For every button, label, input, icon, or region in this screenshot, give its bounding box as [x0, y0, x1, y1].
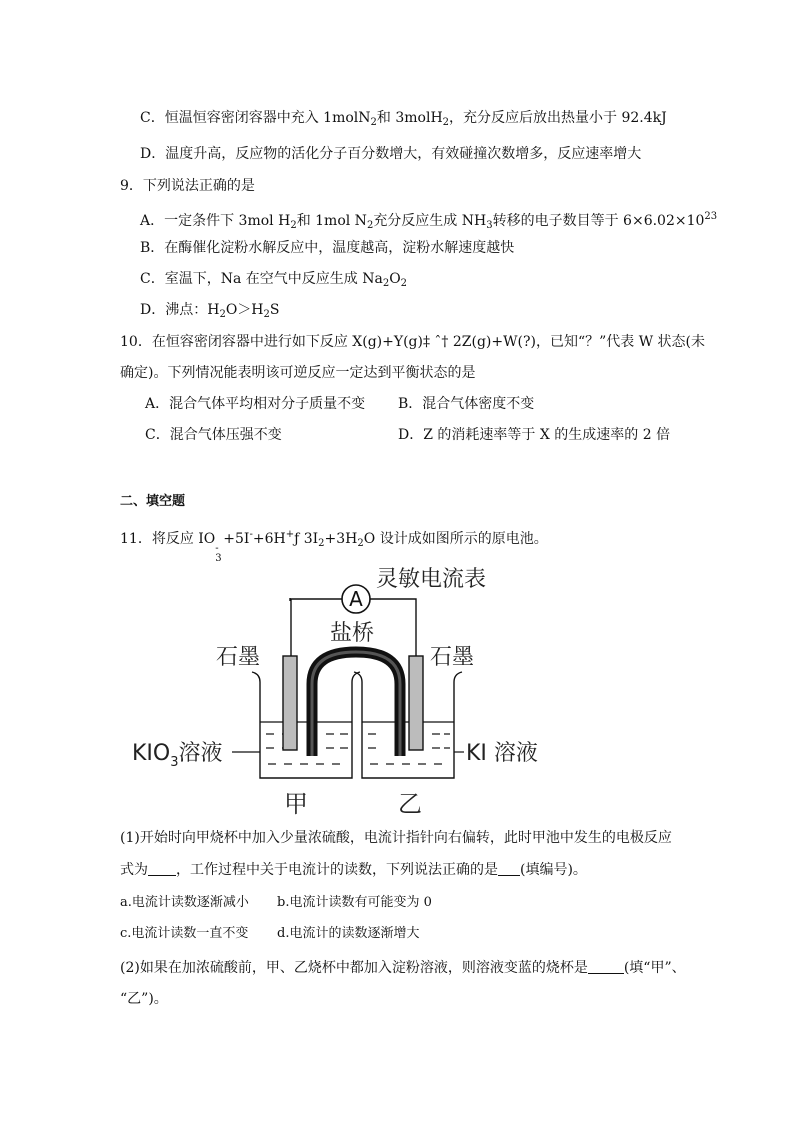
q9-option-b: B．在酶催化淀粉水解反应中，温度越高，淀粉水解速度越快 — [140, 240, 515, 256]
right-electrode-label: 石墨 — [430, 645, 475, 670]
q9-option-c: C．室温下，Na 在空气中反应生成 $Na_2O_2$ — [140, 271, 408, 289]
q10-stem-line1: 10．在恒容密闭容器中进行如下反应 X(g)+Y(g)‡ ˆ† 2Z(g)+W(?)，已知“？”代表 W 状态(未 — [120, 334, 706, 350]
q10-option-c: C．混合气体压强不变 — [145, 427, 282, 443]
left-electrode-label: 石墨 — [216, 645, 261, 670]
q10-option-d: D．Z 的消耗速率等于 X 的生成速率的 2 倍 — [398, 427, 671, 443]
answer-blank-2[interactable] — [498, 861, 520, 876]
q10-option-a: A．混合气体平均相对分子质量不变 — [145, 396, 366, 412]
salt-bridge — [312, 652, 400, 756]
q11-choice-c: c.电流计读数一直不变 — [120, 926, 249, 941]
q11-part2-line1: (2)如果在加浓硫酸前，甲、乙烧杯中都加入淀粉溶液，则溶液变蓝的烧杯是 (填“甲”、 — [120, 960, 686, 976]
salt-bridge-label: 盐桥 — [330, 621, 375, 646]
q9-option-d: D．沸点：$H_2O>H_2S$ — [140, 302, 280, 320]
right-beaker-label: 乙 — [398, 790, 422, 818]
section-title: 二、填空题 — [120, 494, 186, 509]
q11-part2-line2: “乙”)。 — [120, 991, 168, 1007]
answer-blank-1[interactable] — [148, 861, 176, 876]
q10-option-b: B．混合气体密度不变 — [398, 396, 535, 412]
q11-part1-line1: (1)开始时向甲烧杯中加入少量浓硫酸，电流计指针向右偏转，此时甲池中发生的电极反应 — [120, 830, 672, 846]
q8-option-d: D．温度升高，反应物的活化分子百分数增大，有效碰撞次数增多，反应速率增大 — [140, 146, 642, 162]
q11-stem: 11．将反应 IO - 3 +5I-+6H+ƒ $3I_2+3H_2O$ 设计成如图所示的原电池。 — [120, 529, 548, 564]
q10-stem-line2: 确定)。下列情况能表明该可逆反应一定达到平衡状态的是 — [120, 365, 476, 381]
left-solution-label: $KIO_3$溶液 — [132, 741, 223, 770]
q11-choice-d: d.电流计的读数逐渐增大 — [277, 926, 420, 941]
q11-choice-a: a.电流计读数逐渐减小 — [120, 895, 249, 910]
wire-right — [370, 599, 416, 656]
q9-stem: 9．下列说法正确的是 — [120, 178, 255, 194]
left-electrode — [283, 656, 297, 750]
q9-option-a: A．一定条件下 3mol $H_2$和 1mol $N_2$充分反应生成 $NH_3$转移的电子数目等于 $6\times 6.02\times 10^{23}$ — [140, 211, 718, 231]
right-solution-label: KI 溶液 — [466, 741, 538, 766]
left-beaker — [252, 672, 360, 778]
galvanometer-symbol: A — [349, 587, 363, 611]
left-beaker-label: 甲 — [284, 790, 308, 818]
q8-option-c: C．恒温恒容密闭容器中充入 1molN$_2$和 3molH$_2$，充分反应后放出热量小于 92.4kJ — [140, 110, 667, 128]
q11-part1-line2: 式为 ，工作过程中关于电流计的读数，下列说法正确的是 (填编号)。 — [120, 862, 587, 878]
galvanometer-label: 灵敏电流表 — [376, 567, 487, 592]
galvanic-cell-diagram — [120, 556, 560, 820]
right-beaker — [354, 672, 462, 778]
right-electrode — [409, 656, 423, 750]
answer-blank-3[interactable] — [588, 959, 624, 974]
q11-choice-b: b.电流计读数有可能变为 0 — [277, 895, 432, 910]
